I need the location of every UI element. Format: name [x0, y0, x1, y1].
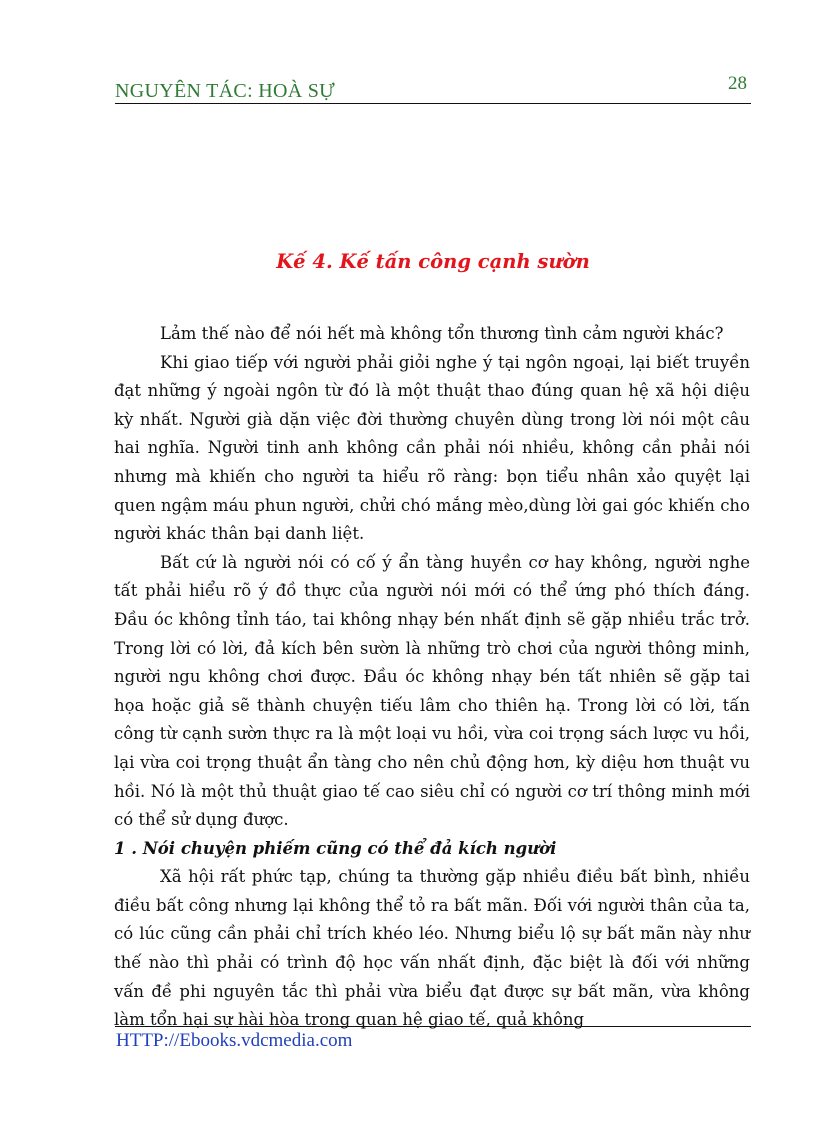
body-text — [114, 320, 750, 1035]
paragraph: Xã hội rất phức tạp, chúng ta thường gặp nhiều điều bất bình, nhiều điều bất công nhưng lại không thể tỏ ra bất mãn. Đối với người thân của ta, có lúc cũng cần phải chỉ trích khéo léo. Nhưng biểu lộ sự bất mãn này như thế nào thì phải có trình độ học vấn nhất định, đặc biệt là đối với những vấn đề phi nguyên tắc thì phải vừa biểu đạt được sự bất mãn, vừa không làm tổn hại sự hài hòa trong quan hệ giao tế, quả không — [114, 867, 750, 1030]
paragraph: Khi giao tiếp với người phải giỏi nghe ý tại ngôn ngoại, lại biết truyền đạt những ý ngoài ngôn từ đó là một thuật thao đúng quan hệ xã hội diệu kỳ nhất. Người già dặn việc đời thường chuyên dùng trong lời nói một câu hai nghĩa. Người tinh anh không cần phải nói nhiều, không cần phải nói nhưng mà khiến cho người ta hiểu rõ ràng: bọn tiểu nhân xảo quyệt lại quen ngậm máu phun người, chửi chó mắng mèo,dùng lời gai góc khiến cho người khác thân bại danh liệt. — [114, 352, 750, 544]
chapter-title: Kế 4. Kế tấn công cạnh sườn — [276, 250, 590, 273]
section-heading: 1 . Nói chuyện phiếm cũng có thể đả kích người — [114, 838, 557, 858]
footer-website-link[interactable]: HTTP://Ebooks.vdcmedia.com — [116, 1030, 353, 1051]
page-header — [115, 73, 751, 104]
footer-divider — [115, 1026, 751, 1027]
book-title: NGUYÊN TÁC: HOÀ SỰ — [115, 80, 335, 102]
page-number: 28 — [728, 73, 747, 94]
paragraph: Bất cứ là người nói có cố ý ẩn tàng huyền cơ hay không, người nghe tất phải hiểu rõ ý đồ thực của người nói mới có thể ứng phó thích đáng. Đầu óc không tỉnh táo, tai không nhạy bén nhất định sẽ gặp nhiều trắc trở. Trong lời có lời, đả kích bên sườn là những trò chơi của người thông minh, người ngu không chơi được. Đầu óc không nhạy bén tất nhiên sẽ gặp tai họa hoặc giả sẽ thành chuyện tiếu lâm cho thiên hạ. Trong lời có lời, tấn công từ cạnh sườn thực ra là một loại vu hồi, vừa coi trọng sách lược vu hồi, lại vừa coi trọng thuật ẩn tàng cho nên chủ động hơn, kỳ diệu hơn thuật vu hồi. Nó là một thủ thuật giao tế cao siêu chỉ có người cơ trí thông minh mới có thể sử dụng được. — [114, 552, 750, 830]
paragraph: Lảm thế nào để nói hết mà không tổn thương tình cảm người khác? — [160, 324, 724, 343]
